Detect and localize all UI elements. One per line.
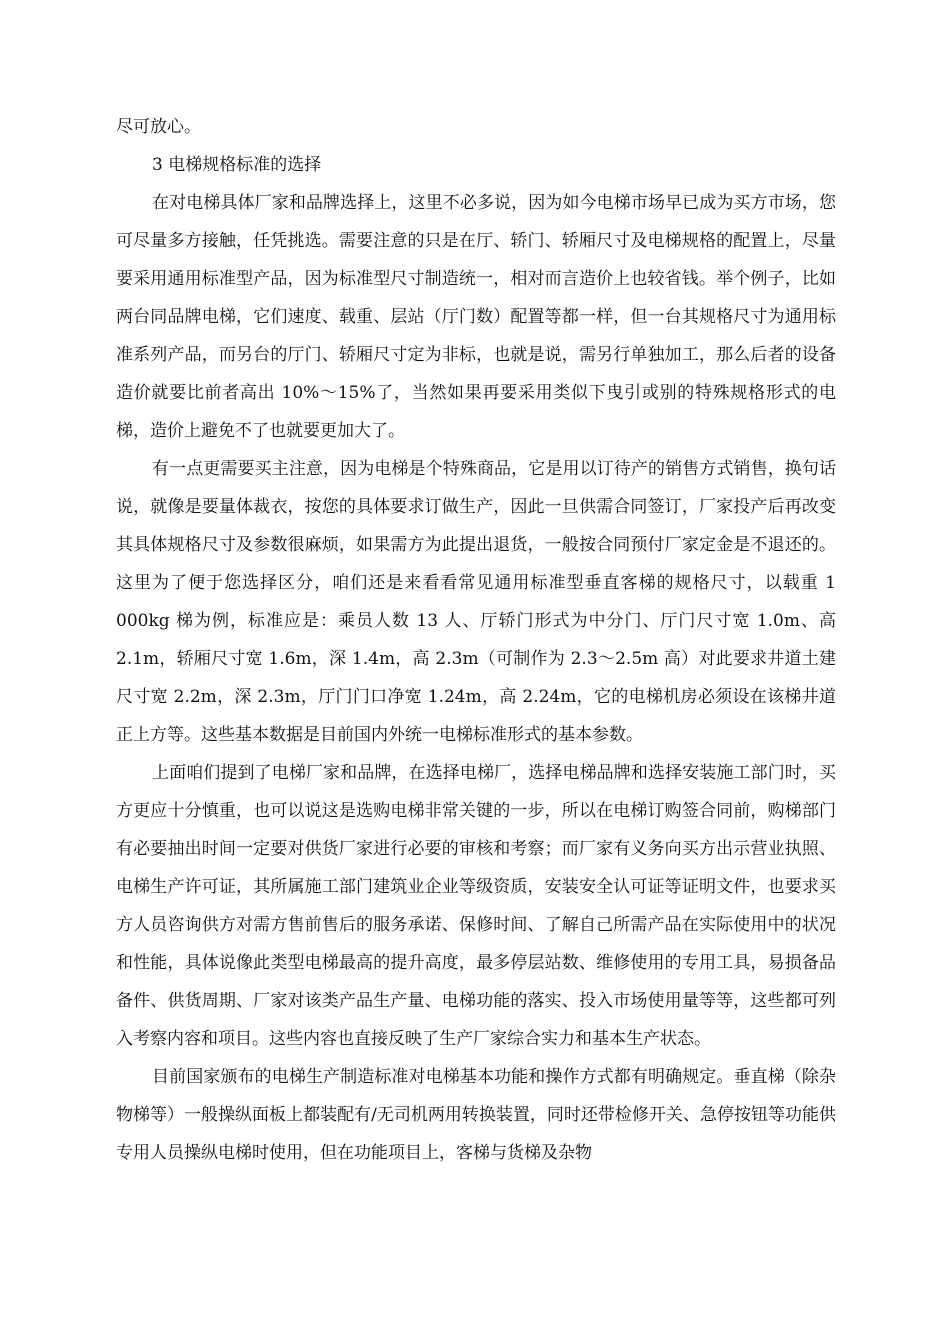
paragraph: 目前国家颁布的电梯生产制造标准对电梯基本功能和操作方式都有明确规定。垂直梯（除杂物梯等）一般操纵面板上都装配有/无司机两用转换装置，同时还带检修开关、急停按钮等功能供专用人员操纵电梯时使用，但在功能项目上，客梯与货梯及杂物 [116, 1067, 836, 1163]
document-page [116, 108, 836, 1172]
paragraph-continuation: 尽可放心。 [116, 117, 201, 137]
paragraph: 上面咱们提到了电梯厂家和品牌，在选择电梯厂，选择电梯品牌和选择安装施工部门时，买方更应十分慎重，也可以说这是选购电梯非常关键的一步，所以在电梯订购签合同前，购梯部门有必要抽出时间一定要对供货厂家进行必要的审核和考察；而厂家有义务向买方出示营业执照、电梯生产许可证，其所属施工部门建筑业企业等级资质，安装安全认可证等证明文件，也要求买方人员咨询供方对需方售前售后的服务承诺、保修时间、了解自己所需产品在实际使用中的状况和性能，具体说像此类型电梯最高的提升高度，最多停层站数、维修使用的专用工具，易损备品备件、供货周期、厂家对该类产品生产量、电梯功能的落实、投入市场使用量等等，这些都可列入考察内容和项目。这些内容也直接反映了生产厂家综合实力和基本生产状态。 [116, 763, 836, 1049]
paragraph: 在对电梯具体厂家和品牌选择上，这里不必多说，因为如今电梯市场早已成为买方市场，您可尽量多方接触，任凭挑选。需要注意的只是在厅、轿门、轿厢尺寸及电梯规格的配置上，尽量要采用通用标准型产品，因为标准型尺寸制造统一，相对而言造价上也较省钱。举个例子，比如两台同品牌电梯，它们速度、载重、层站（厅门数）配置等都一样，但一台其规格尺寸为通用标准系列产品，而另台的厅门、轿厢尺寸定为非标，也就是说，需另行单独加工，那么后者的设备造价就要比前者高出 10%～15%了，当然如果再要采用类似下曳引或别的特殊规格形式的电梯，造价上避免不了也就要更加大了。 [116, 193, 836, 441]
paragraph: 有一点更需要买主注意，因为电梯是个特殊商品，它是用以订待产的销售方式销售，换句话说，就像是要量体裁衣，按您的具体要求订做生产，因此一旦供需合同签订，厂家投产后再改变其具体规格尺寸及参数很麻烦，如果需方为此提出退货，一般按合同预付厂家定金是不退还的。这里为了便于您选择区分，咱们还是来看看常见通用标准型垂直客梯的规格尺寸，以载重 1 000kg 梯为例，标准应是：乘员人数 13 人、厅轿门形式为中分门、厅门尺寸宽 1.0m、高 2.1m，轿厢尺寸宽 1.6m，深 1.4m，高 2.3m（可制作为 2.3～2.5m 高）对此要求井道土建尺寸宽 2.2m，深 2.3m，厅门门口净宽 1.24m，高 2.24m，它的电梯机房必须设在该梯井道正上方等。这些基本数据是目前国内外统一电梯标准形式的基本参数。 [116, 459, 836, 745]
section-heading: 3 电梯规格标准的选择 [152, 155, 322, 175]
